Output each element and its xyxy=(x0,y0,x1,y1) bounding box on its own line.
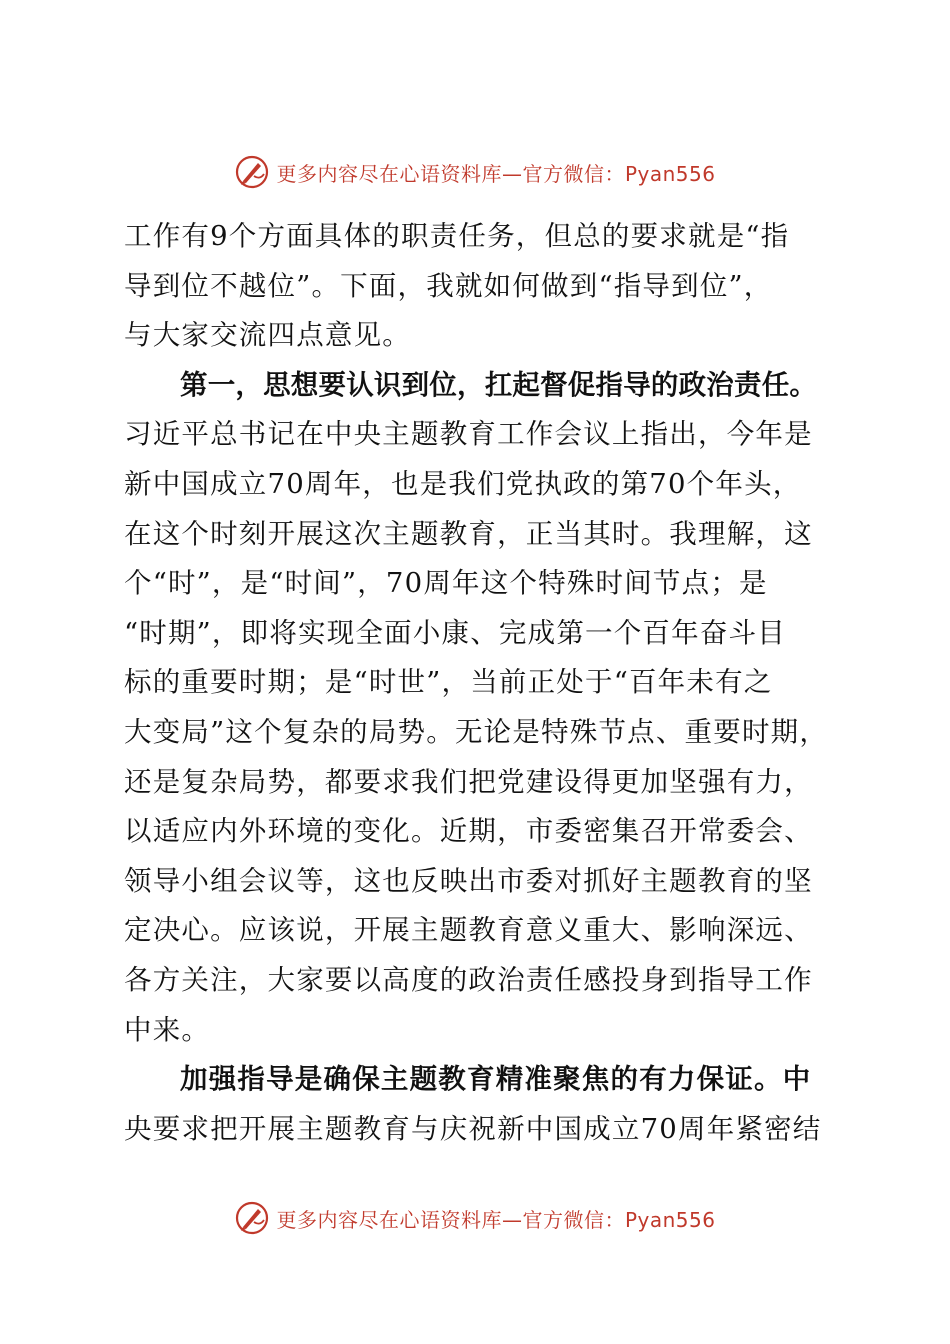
text-line: 央要求把开展主题教育与庆祝新中国成立70周年紧密结 xyxy=(124,1112,822,1145)
pen-quill-logo-icon xyxy=(234,1200,270,1236)
text-line: 工作有9个方面具体的职责任务，但总的要求就是“指 xyxy=(124,220,790,252)
text-line: 中来。 xyxy=(124,1013,211,1046)
pen-quill-logo-icon xyxy=(234,154,270,190)
text-line: 在这个时刻开展这次主题教育，正当其时。我理解，这 xyxy=(124,517,813,550)
text-line: 大变局”这个复杂的局势。无论是特殊节点、重要时期， xyxy=(124,715,829,748)
watermark-text: 更多内容尽在心语资料库—官方微信：Pyan556 xyxy=(276,161,716,186)
paragraph xyxy=(124,410,829,1055)
footer-watermark xyxy=(0,1196,950,1240)
text-line: 个“时”，是“时间”，70周年这个特殊时间节点；是 xyxy=(124,567,768,600)
text-line: “时期”，即将实现全面小康、完成第一个百年奋斗目 xyxy=(124,616,786,649)
heading-line: 第一，思想要认识到位，扛起督促指导的政治责任。 xyxy=(180,368,818,401)
text-line: 标的重要时期；是“时世”，当前正处于“百年未有之 xyxy=(124,666,773,699)
text-line: 定决心。应该说，开展主题教育意义重大、影响深远、 xyxy=(124,914,813,947)
header-watermark xyxy=(0,150,950,194)
paragraph xyxy=(124,212,829,361)
section-heading xyxy=(124,361,829,411)
paragraph-bold-lead xyxy=(124,1055,829,1154)
text-line: 还是复杂局势，都要求我们把党建设得更加坚强有力， xyxy=(124,765,813,798)
text-line: 各方关注，大家要以高度的政治责任感投身到指导工作 xyxy=(124,963,813,996)
text-line: 习近平总书记在中央主题教育工作会议上指出，今年是 xyxy=(124,418,813,451)
text-line: 导到位不越位”。下面，我就如何做到“指导到位”， xyxy=(124,269,773,302)
text-line: 领导小组会议等，这也反映出市委对抓好主题教育的坚 xyxy=(124,864,813,897)
watermark-text: 更多内容尽在心语资料库—官方微信：Pyan556 xyxy=(276,1207,716,1232)
bold-text-line: 加强指导是确保主题教育精准聚焦的有力保证。中 xyxy=(180,1063,812,1096)
text-line: 新中国成立70周年，也是我们党执政的第70个年头， xyxy=(124,467,802,500)
text-line: 与大家交流四点意见。 xyxy=(124,319,411,352)
text-line: 以适应内外环境的变化。近期，市委密集召开常委会、 xyxy=(124,815,813,848)
document-body xyxy=(124,212,829,1154)
